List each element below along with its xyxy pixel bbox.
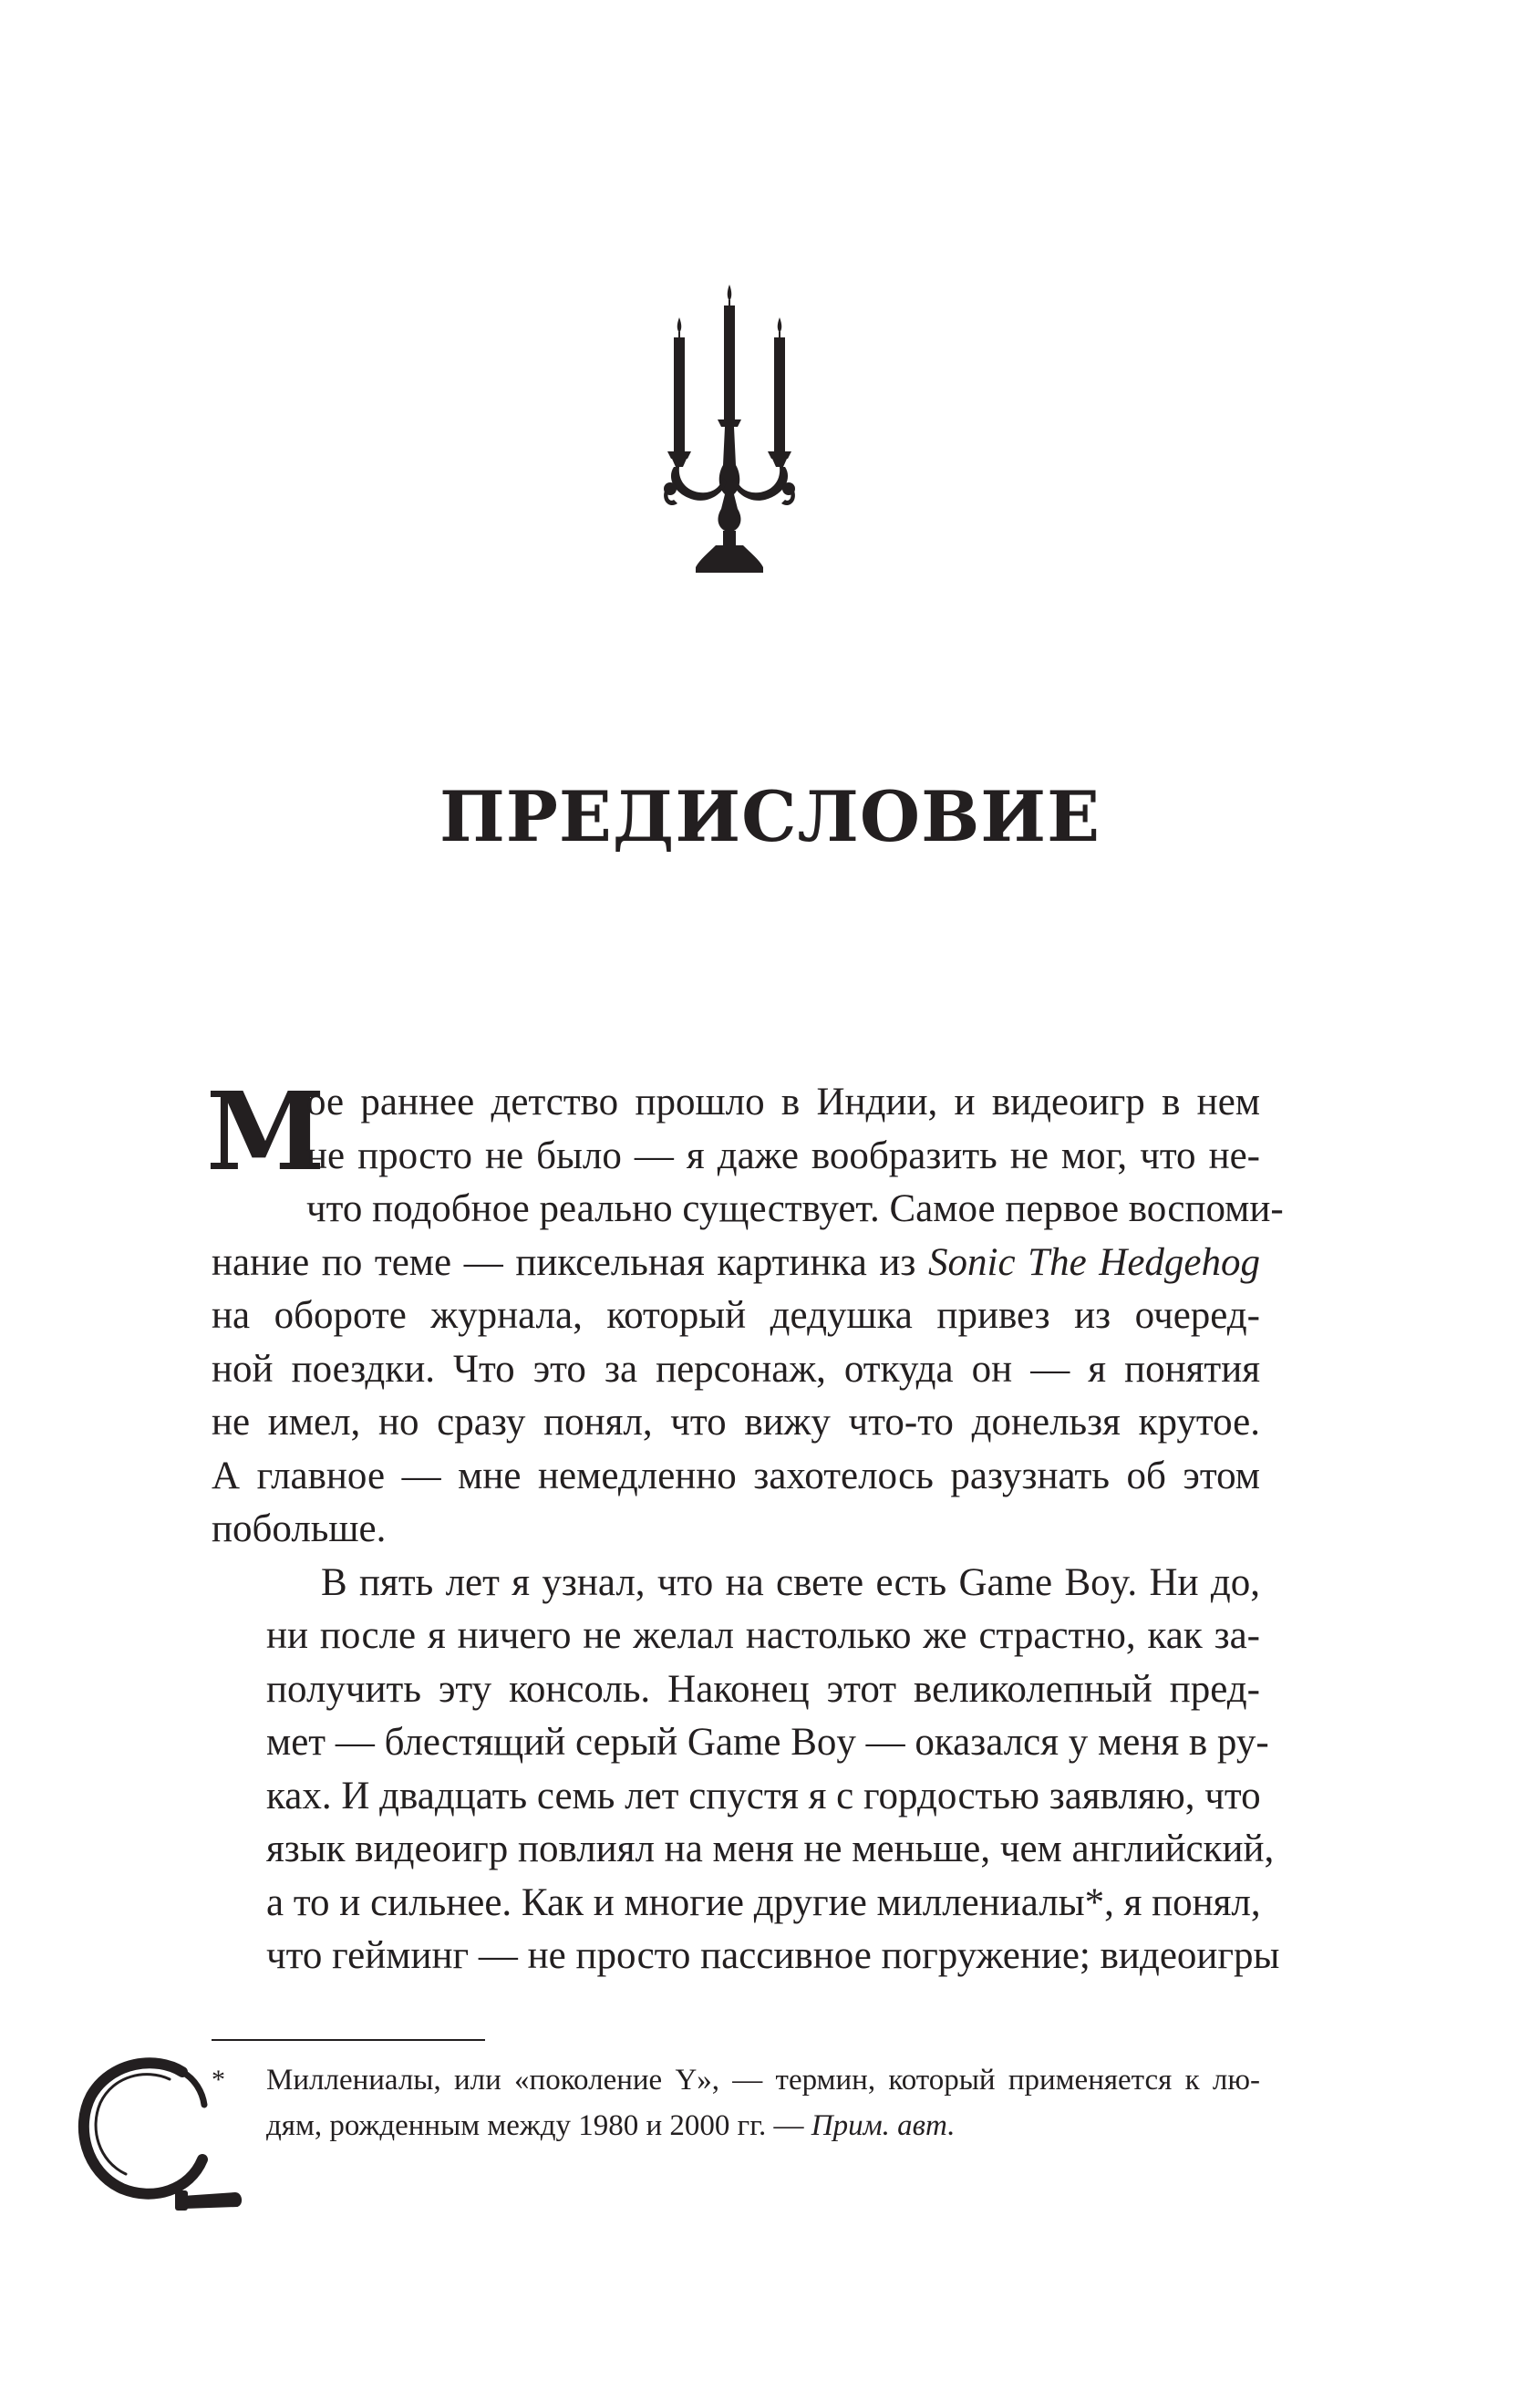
text-line: ое раннее детство прошло в Индии, и видеоигр в нем — [306, 1081, 1260, 1124]
game-title-italic: Sonic The Hedgehog — [928, 1240, 1260, 1284]
text-line: мет — блестящий серый Game Boy — оказался у меня в ру- — [266, 1721, 1269, 1764]
body-text — [206, 1068, 1284, 1983]
drop-cap-glyph — [204, 1068, 326, 1195]
text-line — [212, 1237, 1260, 1290]
drop-cap — [204, 1068, 326, 1195]
text-line: а то и сильнее. Как и многие другие миллениалы*, я понял, — [266, 1880, 1261, 1924]
magnifying-glass-icon — [75, 2052, 248, 2216]
text-line: что подобное реально существует. Самое первое воспоми- — [306, 1187, 1284, 1230]
footnote-segment: дям, рожденным между 1980 и 2000 гг. — — [266, 2109, 811, 2142]
text-line: не имел, но сразу понял, что вижу что-то донельзя крутое. — [212, 1401, 1260, 1444]
text-line: что гейминг — не просто пассивное погружение; видеоигры — [266, 1934, 1280, 1977]
text-line: побольше. — [212, 1507, 387, 1550]
text-line: не просто не было — я даже вообразить не мог, что не- — [306, 1134, 1260, 1177]
footnote — [212, 2057, 1260, 2149]
candelabra-icon — [661, 283, 798, 575]
footnote-marker: * — [212, 2065, 225, 2095]
text-line: язык видеоигр повлиял на меня не меньше, чем английский, — [266, 1828, 1275, 1870]
footnote-line — [266, 2103, 1260, 2149]
paragraph-2 — [212, 1557, 1280, 1983]
text-line: на обороте журнала, который дедушка привез из очеред- — [212, 1294, 1260, 1337]
text-line: получить эту консоль. Наконец этот великолепный пред- — [266, 1667, 1260, 1711]
drop-cap-letter: М — [206, 1068, 326, 1195]
footnote-body — [266, 2057, 1260, 2149]
text-line: ках. И двадцать семь лет спустя я с гордостью заявляю, что — [266, 1774, 1261, 1817]
text-line: ной поездки. Что это за персонаж, откуда он — я понятия — [212, 1347, 1260, 1391]
text-line: ни после я ничего не желал настолько же страстно, как за- — [266, 1614, 1260, 1657]
footnote-divider — [212, 2039, 485, 2041]
text-segment: нание по теме — пиксельная картинка из — [212, 1240, 929, 1284]
footnote-line: Миллениалы, или «поколение Y», — термин, который применяется к лю- — [266, 2064, 1260, 2097]
text-line: В пять лет я узнал, что на свете есть Game Boy. Ни до, — [321, 1560, 1260, 1604]
text-line: А главное — мне немедленно захотелось разузнать об этом — [212, 1454, 1260, 1497]
footnote-note-italic: Прим. авт. — [811, 2109, 956, 2142]
chapter-title: ПРЕДИСЛОВИЕ — [439, 775, 1101, 857]
paragraph-1 — [206, 1068, 1284, 1557]
